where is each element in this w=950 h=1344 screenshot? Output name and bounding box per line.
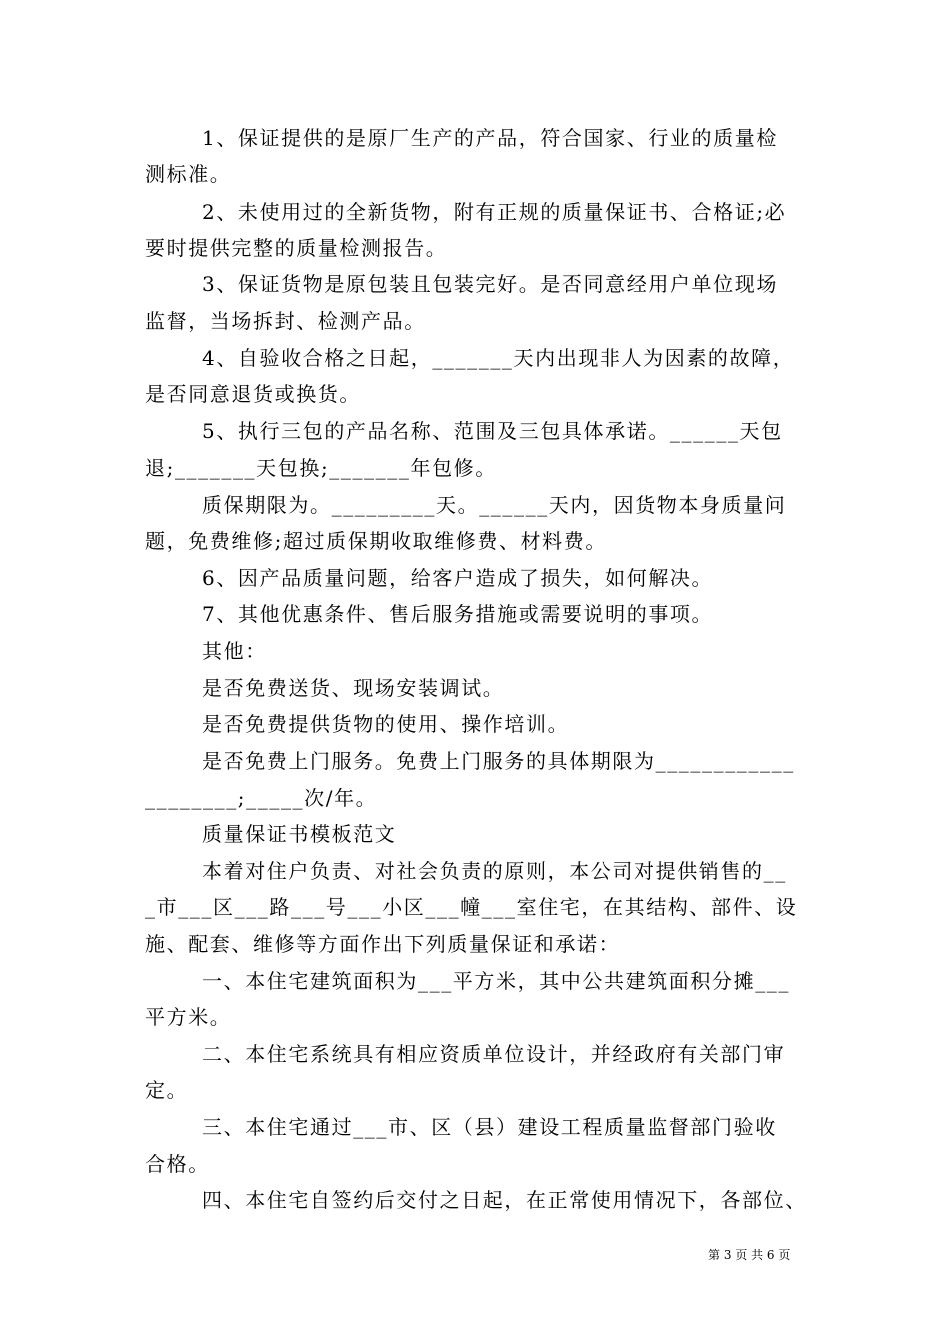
text-line: 四、本住宅自签约后交付之日起，在正常使用情况下，各部位、 xyxy=(202,1188,807,1212)
text-line: ________;_____次/年。 xyxy=(145,786,378,810)
text-line: 合格。 xyxy=(145,1152,210,1176)
text-line: 三、本住宅通过___市、区（县）建设工程质量监督部门验收 xyxy=(202,1115,777,1139)
text-line: 6、因产品质量问题，给客户造成了损失，如何解决。 xyxy=(202,566,714,590)
text-line: 退;_______天包换;_______年包修。 xyxy=(145,456,497,480)
text-line: 质保期限为。_________天。______天内，因货物本身质量问 xyxy=(202,493,787,517)
text-line: _市___区___路___号___小区___幢___室住宅，在其结构、部件、设 xyxy=(145,895,798,919)
text-line: 本着对住户负责、对社会负责的原则，本公司对提供销售的__ xyxy=(202,859,787,883)
text-line: 二、本住宅系统具有相应资质单位设计，并经政府有关部门审 xyxy=(202,1042,786,1066)
text-line: 测标准。 xyxy=(145,162,232,186)
section-heading: 质量保证书模板范文 xyxy=(202,822,397,846)
text-line: 是否免费提供货物的使用、操作培训。 xyxy=(202,712,570,736)
text-line: 7、其他优惠条件、售后服务措施或需要说明的事项。 xyxy=(202,602,714,626)
text-line: 监督，当场拆封、检测产品。 xyxy=(145,309,426,333)
text-line: 一、本住宅建筑面积为___平方米，其中公共建筑面积分摊___ xyxy=(202,969,790,993)
text-line: 是否同意退货或换货。 xyxy=(145,382,361,406)
text-line: 要时提供完整的质量检测报告。 xyxy=(145,236,448,260)
text-line: 是否免费送货、现场安装调试。 xyxy=(202,676,505,700)
text-line: 其他： xyxy=(202,639,267,663)
text-line: 平方米。 xyxy=(145,1005,232,1029)
text-line: 题，免费维修;超过质保期收取维修费、材料费。 xyxy=(145,529,607,553)
text-line: 是否免费上门服务。免费上门服务的具体期限为____________ xyxy=(202,749,795,773)
text-line: 2、未使用过的全新货物，附有正规的质量保证书、合格证;必 xyxy=(202,200,787,224)
text-line: 施、配套、维修等方面作出下列质量保证和承诺： xyxy=(145,932,621,956)
text-line: 4、自验收合格之日起，_______天内出现非人为因素的故障， xyxy=(202,346,795,370)
page-number: 第 3 页 共 6 页 xyxy=(708,1248,791,1262)
text-line: 5、执行三包的产品名称、范围及三包具体承诺。______天包 xyxy=(202,419,783,443)
text-line: 1、保证提供的是原厂生产的产品，符合国家、行业的质量检 xyxy=(202,126,778,150)
text-line: 定。 xyxy=(145,1078,189,1102)
text-line: 3、保证货物是原包装且包装完好。是否同意经用户单位现场 xyxy=(202,272,778,296)
